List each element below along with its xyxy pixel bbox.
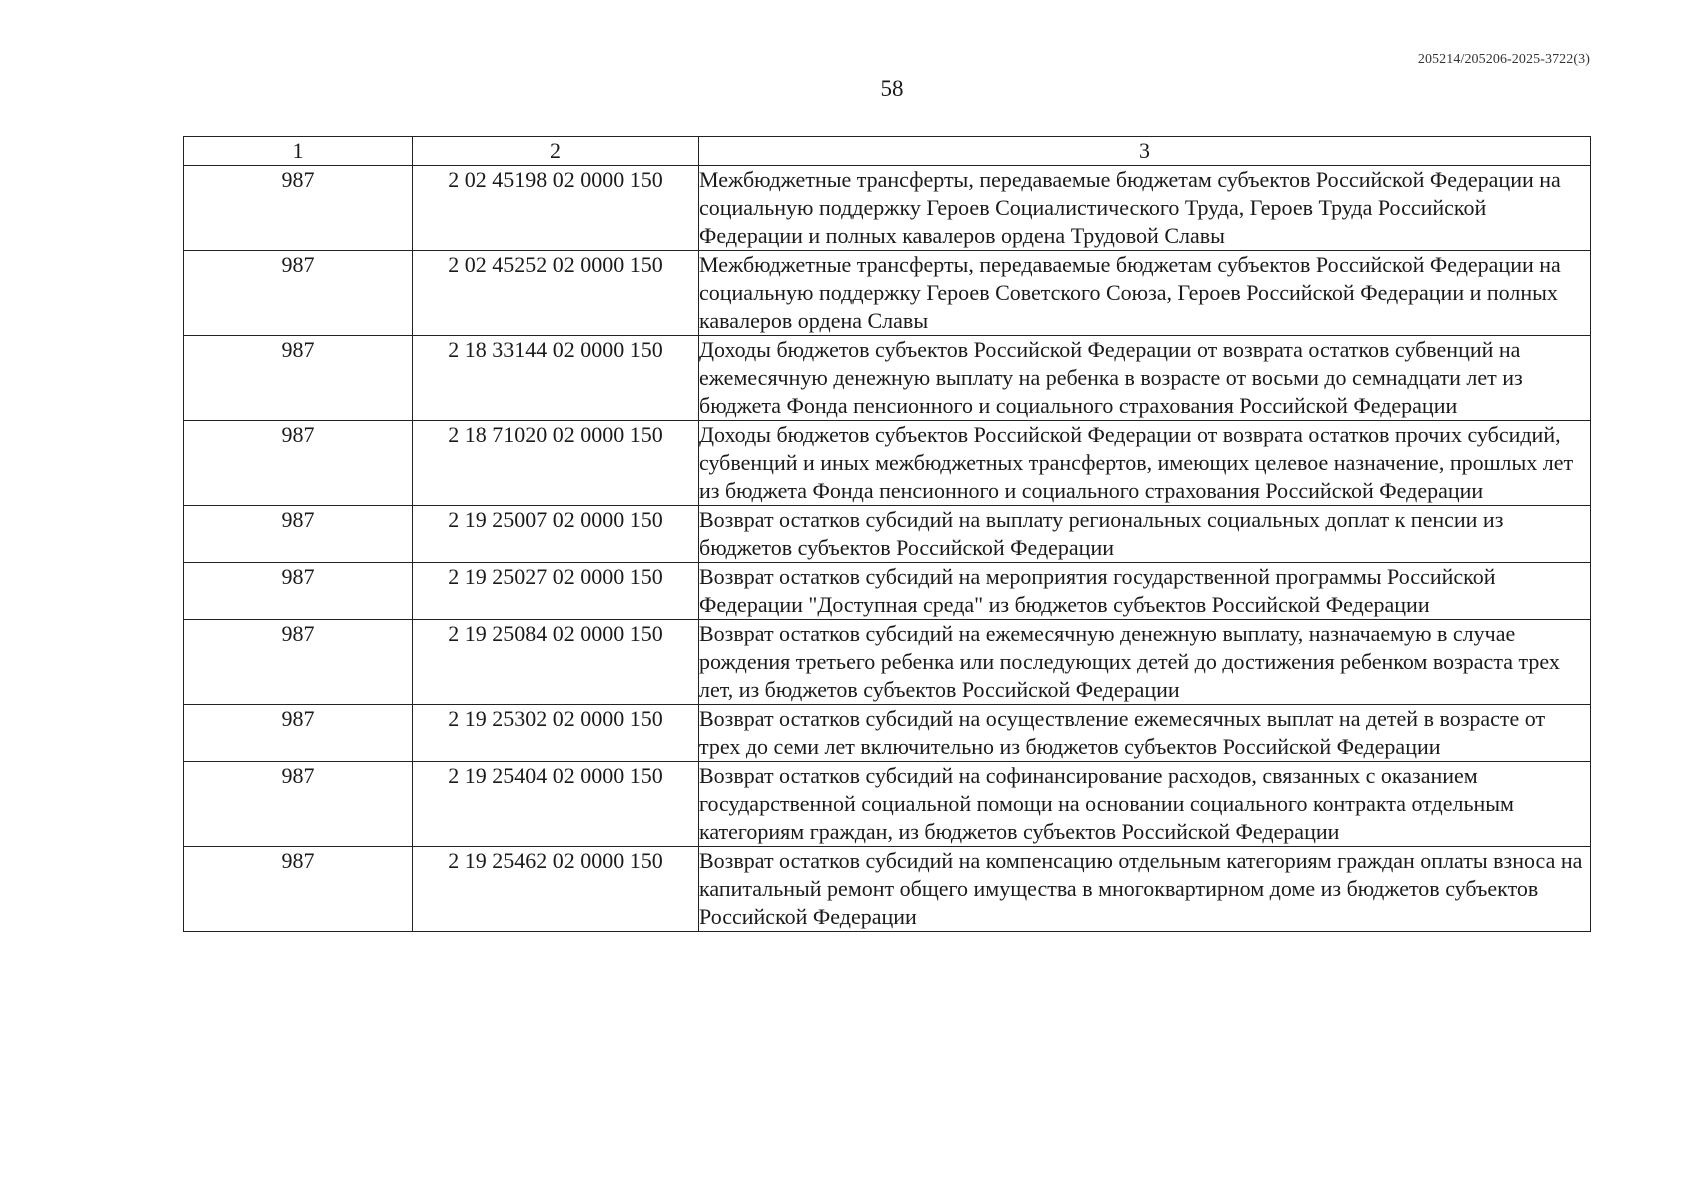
income-code-cell: 2 19 25084 02 0000 150: [413, 620, 699, 705]
income-code-cell: 2 02 45198 02 0000 150: [413, 166, 699, 251]
admin-code-cell: 987: [184, 166, 413, 251]
document-id: 205214/205206-2025-3722(3): [1417, 52, 1590, 67]
description-cell: Возврат остатков субсидий на выплату региональных социальных доплат к пенсии из бюджетов субъектов Российской Федерации: [699, 506, 1591, 563]
budget-classification-table: [183, 136, 1591, 932]
admin-code-cell: 987: [184, 336, 413, 421]
table-row: [184, 620, 1591, 705]
table-row: [184, 705, 1591, 762]
description-cell: Возврат остатков субсидий на компенсацию отдельным категориям граждан оплаты взноса на капитальный ремонт общего имущества в многоквартирном доме из бюджетов субъектов Российской Федерации: [699, 847, 1591, 932]
column-header-2: 2: [413, 137, 699, 166]
income-code-cell: 2 18 33144 02 0000 150: [413, 336, 699, 421]
page-number: 58: [880, 76, 904, 101]
table-row: [184, 166, 1591, 251]
table-row: [184, 847, 1591, 932]
description-cell: Возврат остатков субсидий на мероприятия государственной программы Российской Федерации "Доступная среда" из бюджетов субъектов Российской Федерации: [699, 563, 1591, 620]
description-cell: Межбюджетные трансферты, передаваемые бюджетам субъектов Российской Федерации на социальную поддержку Героев Советского Союза, Героев Российской Федерации и полных кавалеров ордена Славы: [699, 251, 1591, 336]
admin-code-cell: 987: [184, 847, 413, 932]
income-code-cell: 2 19 25302 02 0000 150: [413, 705, 699, 762]
admin-code-cell: 987: [184, 762, 413, 847]
income-code-cell: 2 18 71020 02 0000 150: [413, 421, 699, 506]
income-code-cell: 2 02 45252 02 0000 150: [413, 251, 699, 336]
description-cell: Возврат остатков субсидий на софинансирование расходов, связанных с оказанием государственной социальной помощи на основании социального контракта отдельным категориям граждан, из бюджетов субъектов Российской Федерации: [699, 762, 1591, 847]
table-row: [184, 762, 1591, 847]
income-code-cell: 2 19 25027 02 0000 150: [413, 563, 699, 620]
income-code-cell: 2 19 25007 02 0000 150: [413, 506, 699, 563]
table-row: [184, 336, 1591, 421]
admin-code-cell: 987: [184, 506, 413, 563]
table-row: [184, 421, 1591, 506]
description-cell: Возврат остатков субсидий на осуществление ежемесячных выплат на детей в возрасте от трех до семи лет включительно из бюджетов субъектов Российской Федерации: [699, 705, 1591, 762]
table-row: [184, 251, 1591, 336]
column-header-3: 3: [699, 137, 1591, 166]
description-cell: Возврат остатков субсидий на ежемесячную денежную выплату, назначаемую в случае рождения третьего ребенка или последующих детей до достижения ребенком возраста трех лет, из бюджетов субъектов Российской Федерации: [699, 620, 1591, 705]
table-row: [184, 506, 1591, 563]
admin-code-cell: 987: [184, 620, 413, 705]
income-code-cell: 2 19 25462 02 0000 150: [413, 847, 699, 932]
description-cell: Межбюджетные трансферты, передаваемые бюджетам субъектов Российской Федерации на социальную поддержку Героев Социалистического Труда, Героев Труда Российской Федерации и полных кавалеров ордена Трудовой Славы: [699, 166, 1591, 251]
table-header-row: [184, 137, 1591, 166]
income-code-cell: 2 19 25404 02 0000 150: [413, 762, 699, 847]
table-row: [184, 563, 1591, 620]
description-cell: Доходы бюджетов субъектов Российской Федерации от возврата остатков субвенций на ежемесячную денежную выплату на ребенка в возрасте от восьми до семнадцати лет из бюджета Фонда пенсионного и социального страхования Российской Федерации: [699, 336, 1591, 421]
column-header-1: 1: [184, 137, 413, 166]
description-cell: Доходы бюджетов субъектов Российской Федерации от возврата остатков прочих субсидий, субвенций и иных межбюджетных трансфертов, имеющих целевое назначение, прошлых лет из бюджета Фонда пенсионного и социального страхования Российской Федерации: [699, 421, 1591, 506]
admin-code-cell: 987: [184, 705, 413, 762]
admin-code-cell: 987: [184, 421, 413, 506]
admin-code-cell: 987: [184, 563, 413, 620]
admin-code-cell: 987: [184, 251, 413, 336]
